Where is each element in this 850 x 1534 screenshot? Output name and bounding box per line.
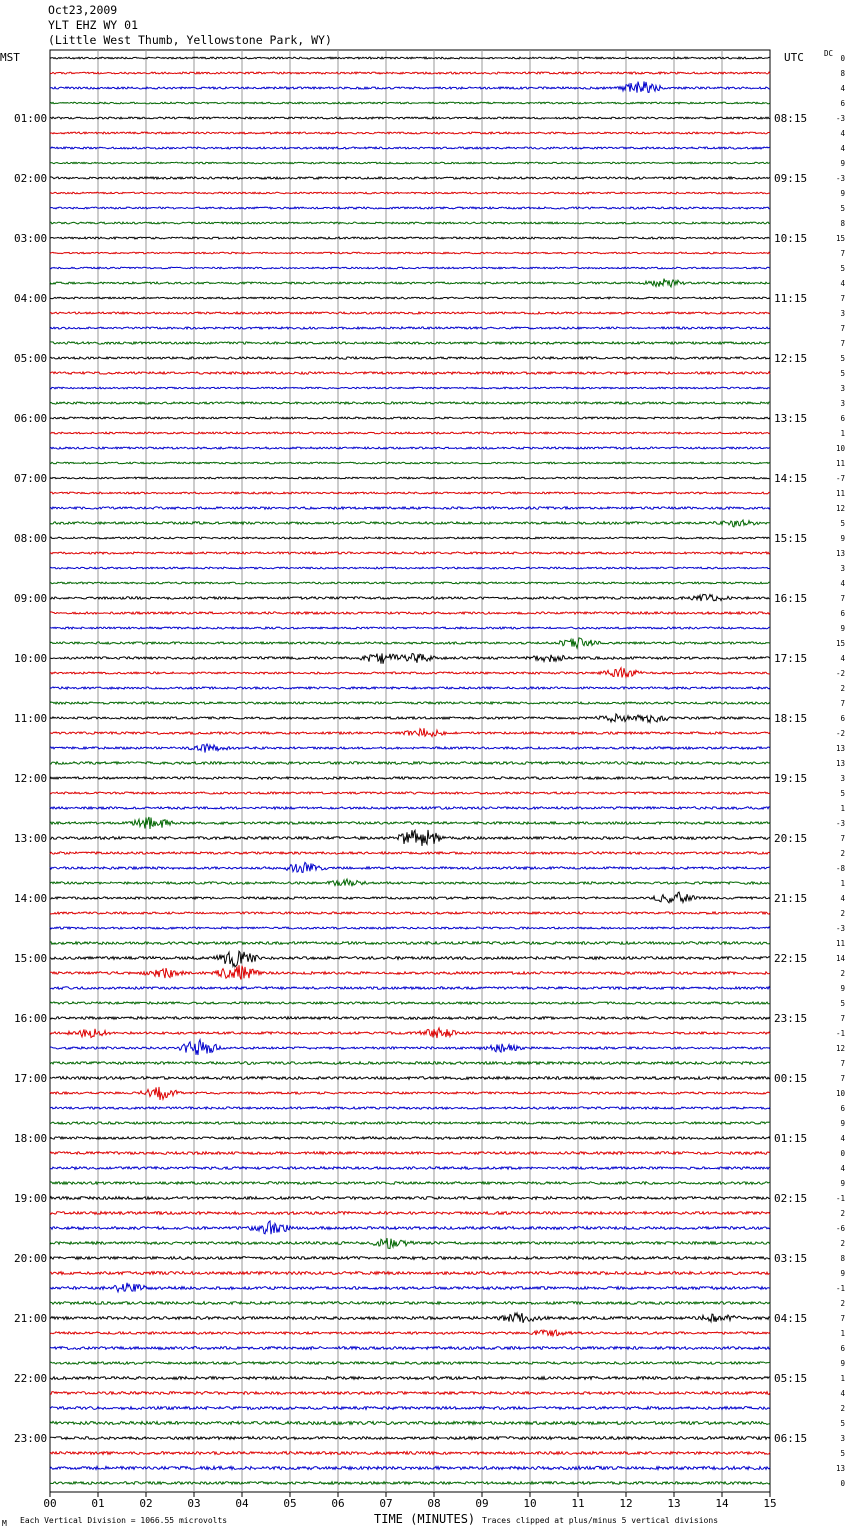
dc-offset: 5	[840, 789, 845, 798]
x-tick-label: 08	[427, 1497, 441, 1510]
dc-offset: 12	[835, 504, 845, 513]
x-tick-label: 11	[571, 1497, 585, 1510]
dc-offset: 4	[840, 654, 845, 663]
seismic-trace	[50, 252, 770, 254]
plot-frame	[50, 50, 770, 1492]
seismic-trace	[50, 830, 770, 846]
left-hour-label: 17:00	[14, 1072, 48, 1085]
dc-offset: -8	[835, 864, 845, 873]
left-hour-label: 19:00	[14, 1192, 48, 1205]
left-hour-label: 02:00	[14, 172, 48, 185]
dc-offset: 7	[840, 249, 845, 258]
seismic-trace	[50, 1437, 770, 1440]
dc-offset: 5	[840, 264, 845, 273]
seismic-trace	[50, 879, 770, 886]
dc-offset: 3	[840, 774, 845, 783]
dc-offset: 4	[840, 894, 845, 903]
right-hour-label: 00:15	[774, 1072, 808, 1085]
dc-offset: -1	[835, 1194, 845, 1203]
seismic-trace	[50, 477, 770, 479]
header-date: Oct23,2009	[48, 3, 118, 17]
seismic-trace	[50, 594, 770, 601]
seismic-trace	[50, 520, 770, 527]
seismic-trace	[50, 537, 770, 539]
dc-offset: 9	[840, 984, 845, 993]
seismic-trace	[50, 1362, 770, 1364]
seismic-trace	[50, 1452, 770, 1455]
dc-offset: 4	[840, 84, 845, 93]
seismic-trace	[50, 1377, 770, 1380]
seismic-trace	[50, 81, 770, 92]
dc-offset: 1	[840, 429, 845, 438]
seismic-trace	[50, 1212, 770, 1215]
left-hour-label: 18:00	[14, 1132, 48, 1145]
dc-offset: -7	[835, 474, 845, 483]
dc-offset: 6	[840, 714, 845, 723]
x-tick-label: 00	[43, 1497, 57, 1510]
x-tick-label: 12	[619, 1497, 633, 1510]
left-hour-label: 15:00	[14, 952, 48, 965]
dc-offset: 11	[835, 489, 845, 498]
right-hour-label: 12:15	[774, 352, 808, 365]
seismic-trace	[50, 1077, 770, 1080]
seismic-trace	[50, 132, 770, 134]
dc-offset: 9	[840, 189, 845, 198]
dc-offset: 11	[835, 939, 845, 948]
seismic-trace	[50, 117, 770, 119]
seismic-trace	[50, 1197, 770, 1200]
seismic-trace	[50, 432, 770, 434]
seismic-trace	[50, 177, 770, 179]
dc-offset-labels	[836, 54, 846, 1488]
seismic-trace	[50, 687, 770, 689]
left-hour-label: 13:00	[14, 832, 48, 845]
dc-offset: 3	[840, 399, 845, 408]
x-tick-label: 01	[91, 1497, 105, 1510]
minute-grid	[50, 50, 770, 1492]
seismic-trace	[50, 627, 770, 629]
x-tick-label: 04	[235, 1497, 249, 1510]
x-axis-title: TIME (MINUTES)	[374, 1512, 476, 1526]
seismic-trace	[50, 807, 770, 809]
seismic-trace	[50, 72, 770, 74]
left-hour-label: 05:00	[14, 352, 48, 365]
seismic-trace	[50, 927, 770, 929]
dc-offset: 6	[840, 609, 845, 618]
left-hour-label: 07:00	[14, 472, 48, 485]
seismic-trace	[50, 1221, 770, 1234]
dc-offset: 5	[840, 1419, 845, 1428]
dc-offset: 5	[840, 999, 845, 1008]
dc-offset: 7	[840, 1074, 845, 1083]
seismic-trace	[50, 1347, 770, 1350]
seismic-trace	[50, 552, 770, 554]
dc-offset: 5	[840, 369, 845, 378]
left-hour-label: 21:00	[14, 1312, 48, 1325]
dc-offset: 15	[835, 639, 845, 648]
dc-offset: -3	[835, 114, 845, 123]
left-hour-label: 08:00	[14, 532, 48, 545]
seismic-trace	[50, 297, 770, 299]
seismic-trace	[50, 402, 770, 404]
dc-offset: 4	[840, 1134, 845, 1143]
right-hour-label: 20:15	[774, 832, 808, 845]
right-hour-label: 11:15	[774, 292, 808, 305]
seismic-trace	[50, 892, 770, 903]
dc-offset: 15	[835, 234, 845, 243]
dc-offset: 9	[840, 624, 845, 633]
seismic-trace	[50, 237, 770, 239]
dc-offset: 6	[840, 414, 845, 423]
left-hour-label: 01:00	[14, 112, 48, 125]
seismic-trace	[50, 372, 770, 374]
seismic-trace	[50, 342, 770, 344]
dc-offset: 5	[840, 1449, 845, 1458]
seismic-trace	[50, 1392, 770, 1395]
seismic-trace	[50, 987, 770, 989]
seismic-trace	[50, 714, 770, 722]
dc-offset: 3	[840, 384, 845, 393]
seismic-trace	[50, 147, 770, 149]
right-hour-label: 14:15	[774, 472, 808, 485]
dc-offset: 14	[835, 954, 845, 963]
seismic-trace	[50, 653, 770, 663]
right-hour-label: 15:15	[774, 532, 808, 545]
dc-offset: -6	[835, 1224, 845, 1233]
dc-offset: 6	[840, 1344, 845, 1353]
left-hour-label: 14:00	[14, 892, 48, 905]
header-location: (Little West Thumb, Yellowstone Park, WY)	[48, 33, 332, 47]
seismic-trace	[50, 1272, 770, 1275]
seismic-trace	[50, 279, 770, 287]
dc-offset: 6	[840, 1104, 845, 1113]
seismic-trace	[50, 817, 770, 829]
dc-offset: 9	[840, 534, 845, 543]
dc-column-label: DC	[824, 49, 834, 58]
seismic-trace	[50, 267, 770, 269]
dc-offset: 8	[840, 1254, 845, 1263]
dc-offset: 1	[840, 804, 845, 813]
dc-offset: 2	[840, 1299, 845, 1308]
dc-offset: 10	[835, 444, 845, 453]
seismic-trace	[50, 1062, 770, 1065]
dc-offset: 9	[840, 159, 845, 168]
dc-offset: -1	[835, 1029, 845, 1038]
left-hour-label: 06:00	[14, 412, 48, 425]
seismic-trace	[50, 507, 770, 509]
right-timezone-label: UTC	[784, 51, 804, 64]
seismic-trace	[50, 1122, 770, 1124]
dc-offset: 3	[840, 1434, 845, 1443]
x-tick-label: 02	[139, 1497, 153, 1510]
dc-offset: 4	[840, 1164, 845, 1173]
dc-offset: 5	[840, 519, 845, 528]
left-hour-label: 10:00	[14, 652, 48, 665]
seismic-trace	[50, 1313, 770, 1323]
dc-offset: -3	[835, 819, 845, 828]
seismic-trace	[50, 702, 770, 704]
dc-offset: 2	[840, 1209, 845, 1218]
right-hour-label: 05:15	[774, 1372, 808, 1385]
right-hour-label: 10:15	[774, 232, 808, 245]
seismic-trace	[50, 222, 770, 224]
x-tick-label: 10	[523, 1497, 537, 1510]
dc-offset: 4	[840, 579, 845, 588]
left-hour-label: 11:00	[14, 712, 48, 725]
seismic-trace	[50, 57, 770, 59]
dc-offset: 13	[835, 1464, 845, 1473]
dc-offset: 1	[840, 1374, 845, 1383]
seismic-trace	[50, 792, 770, 794]
seismic-trace	[50, 162, 770, 164]
seismic-trace	[50, 1028, 770, 1038]
seismic-trace	[50, 762, 770, 765]
left-hour-label: 23:00	[14, 1432, 48, 1445]
dc-offset: 4	[840, 1389, 845, 1398]
right-hour-label: 08:15	[774, 112, 808, 125]
left-hour-label: 22:00	[14, 1372, 48, 1385]
right-hour-label: 02:15	[774, 1192, 808, 1205]
x-tick-label: 13	[667, 1497, 681, 1510]
dc-offset: 9	[840, 1269, 845, 1278]
dc-offset: 4	[840, 279, 845, 288]
header-station: YLT EHZ WY 01	[48, 18, 139, 32]
footer-clip-note: Traces clipped at plus/minus 5 vertical divisions	[482, 1516, 719, 1525]
dc-offset: 8	[840, 69, 845, 78]
dc-offset: 2	[840, 684, 845, 693]
dc-offset: 0	[840, 1149, 845, 1158]
seismic-trace	[50, 1283, 770, 1292]
x-tick-label: 05	[283, 1497, 297, 1510]
dc-offset: 7	[840, 339, 845, 348]
seismic-trace	[50, 965, 770, 979]
right-hour-label: 23:15	[774, 1012, 808, 1025]
dc-offset: -3	[835, 924, 845, 933]
seismic-trace	[50, 1040, 770, 1055]
dc-offset: 0	[840, 54, 845, 63]
dc-offset: 7	[840, 699, 845, 708]
seismic-trace	[50, 192, 770, 194]
seismic-trace	[50, 1302, 770, 1305]
dc-offset: -3	[835, 174, 845, 183]
seismic-trace	[50, 951, 770, 967]
dc-offset: 7	[840, 834, 845, 843]
seismic-trace	[50, 387, 770, 389]
dc-offset: 7	[840, 1059, 845, 1068]
seismic-trace	[50, 567, 770, 569]
right-hour-label: 21:15	[774, 892, 808, 905]
x-tick-label: 03	[187, 1497, 201, 1510]
seismic-trace	[50, 1482, 770, 1485]
seismic-trace	[50, 447, 770, 449]
seismic-trace	[50, 1421, 770, 1424]
dc-offset: 7	[840, 324, 845, 333]
dc-offset: 8	[840, 219, 845, 228]
x-tick-label: 14	[715, 1497, 729, 1510]
seismic-trace	[50, 1330, 770, 1336]
dc-offset: 13	[835, 549, 845, 558]
dc-offset: 1	[840, 879, 845, 888]
dc-offset: 7	[840, 594, 845, 603]
seismic-trace	[50, 862, 770, 872]
seismic-trace	[50, 1002, 770, 1004]
dc-offset: 9	[840, 1179, 845, 1188]
dc-offset: 1	[840, 1329, 845, 1338]
right-hour-label: 01:15	[774, 1132, 808, 1145]
dc-offset: 6	[840, 99, 845, 108]
dc-offset: 3	[840, 309, 845, 318]
dc-offset: 0	[840, 1479, 845, 1488]
seismic-trace	[50, 1407, 770, 1410]
seismic-trace	[50, 312, 770, 314]
dc-offset: 5	[840, 354, 845, 363]
x-tick-label: 15	[763, 1497, 777, 1510]
dc-offset: 2	[840, 1404, 845, 1413]
left-hour-label: 09:00	[14, 592, 48, 605]
seismic-trace	[50, 638, 770, 648]
seismic-trace	[50, 1137, 770, 1139]
x-tick-label: 09	[475, 1497, 489, 1510]
dc-offset: 13	[835, 759, 845, 768]
seismic-trace	[50, 668, 770, 678]
footer-scale: Each Vertical Division = 1066.55 microvolts	[20, 1516, 228, 1525]
seismic-trace	[50, 462, 770, 464]
right-hour-label: 22:15	[774, 952, 808, 965]
right-hour-label: 09:15	[774, 172, 808, 185]
seismic-trace	[50, 1182, 770, 1185]
trace-group	[50, 57, 770, 1484]
seismic-trace	[50, 1257, 770, 1260]
left-hour-label: 04:00	[14, 292, 48, 305]
dc-offset: 4	[840, 129, 845, 138]
dc-offset: 11	[835, 459, 845, 468]
dc-offset: 2	[840, 849, 845, 858]
right-hour-label: 13:15	[774, 412, 808, 425]
seismic-trace	[50, 777, 770, 779]
left-hour-label: 20:00	[14, 1252, 48, 1265]
right-hour-label: 16:15	[774, 592, 808, 605]
seismic-trace	[50, 942, 770, 945]
seismic-trace	[50, 612, 770, 614]
dc-offset: 10	[835, 1089, 845, 1098]
seismic-trace	[50, 357, 770, 359]
x-tick-label: 07	[379, 1497, 393, 1510]
seismic-trace	[50, 852, 770, 854]
dc-offset: 7	[840, 1014, 845, 1023]
right-hour-label: 17:15	[774, 652, 808, 665]
right-hour-label: 19:15	[774, 772, 808, 785]
dc-offset: 5	[840, 204, 845, 213]
seismic-trace	[50, 582, 770, 584]
seismic-trace	[50, 1107, 770, 1109]
dc-offset: 7	[840, 1314, 845, 1323]
seismic-trace	[50, 492, 770, 494]
seismic-trace	[50, 1152, 770, 1155]
seismic-trace	[50, 912, 770, 914]
left-hour-label: 12:00	[14, 772, 48, 785]
seismic-trace	[50, 102, 770, 104]
right-hour-label: 03:15	[774, 1252, 808, 1265]
right-hour-label: 04:15	[774, 1312, 808, 1325]
seismic-trace	[50, 1087, 770, 1100]
left-hour-label: 16:00	[14, 1012, 48, 1025]
dc-offset: 13	[835, 744, 845, 753]
dc-offset: 7	[840, 294, 845, 303]
seismic-trace	[50, 744, 770, 753]
seismic-trace	[50, 327, 770, 329]
seismic-trace	[50, 728, 770, 736]
right-hour-label: 06:15	[774, 1432, 808, 1445]
seismic-trace	[50, 1466, 770, 1469]
dc-offset: -2	[835, 669, 845, 678]
dc-offset: -1	[835, 1284, 845, 1293]
right-hour-label: 18:15	[774, 712, 808, 725]
dc-offset: 9	[840, 1119, 845, 1128]
footer-corner-mark: M	[2, 1519, 7, 1528]
seismic-trace	[50, 1017, 770, 1020]
x-axis	[43, 1492, 776, 1510]
left-hour-label: 03:00	[14, 232, 48, 245]
left-timezone-label: MST	[0, 51, 20, 64]
dc-offset: 2	[840, 909, 845, 918]
dc-offset: 2	[840, 1239, 845, 1248]
dc-offset: 9	[840, 1359, 845, 1368]
seismic-trace	[50, 207, 770, 209]
dc-offset: 4	[840, 144, 845, 153]
seismic-trace	[50, 1238, 770, 1248]
dc-offset: -2	[835, 729, 845, 738]
seismic-trace	[50, 417, 770, 419]
dc-offset: 2	[840, 969, 845, 978]
x-tick-label: 06	[331, 1497, 345, 1510]
dc-offset: 12	[835, 1044, 845, 1053]
seismic-trace	[50, 1167, 770, 1170]
dc-offset: 3	[840, 564, 845, 573]
